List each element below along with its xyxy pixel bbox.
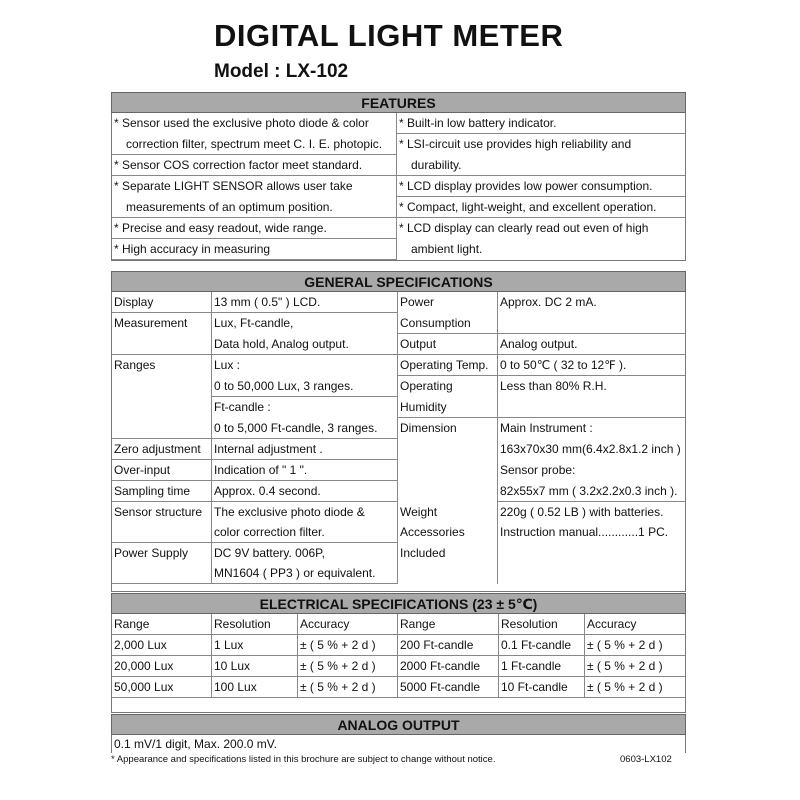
general-specs-table: [112, 292, 685, 584]
table-cell: ± ( 5 % + 2 d ): [298, 656, 398, 677]
feature-item-right: * Built-in low battery indicator.: [397, 113, 685, 134]
table-cell: 2,000 Lux: [112, 635, 212, 656]
spec-value: MN1604 ( PP3 ) or equivalent.: [212, 563, 398, 584]
spec-value: Indication of " 1 ".: [212, 460, 398, 481]
table-cell: 10 Ft-candle: [499, 677, 585, 698]
features-section: [111, 92, 686, 261]
table-cell: ± ( 5 % + 2 d ): [298, 677, 398, 698]
spec-label: Operating Temp.: [398, 355, 498, 376]
spec-value: 13 mm ( 0.5" ) LCD.: [212, 292, 398, 313]
table-cell: ± ( 5 % + 2 d ): [585, 656, 685, 677]
spec-value: 0 to 50,000 Lux, 3 ranges.: [212, 376, 398, 397]
spec-value: 0 to 50℃ ( 32 to 12℉ ).: [498, 355, 685, 376]
feature-item-left: * Precise and easy readout, wide range.: [112, 218, 397, 239]
spec-value: 0 to 5,000 Ft-candle, 3 ranges.: [212, 418, 398, 439]
spec-label: Accessories: [398, 522, 498, 543]
spec-label: Power: [398, 292, 498, 313]
features-heading: FEATURES: [111, 92, 686, 113]
feature-item-left: correction filter, spectrum meet C. I. E. photopic.: [112, 134, 397, 155]
model-number: Model : LX-102: [214, 61, 349, 82]
spec-label: [112, 376, 212, 397]
feature-item-left: * Separate LIGHT SENSOR allows user take: [112, 176, 397, 197]
feature-item-left: * Sensor COS correction factor meet standard.: [112, 155, 397, 176]
column-header: Accuracy: [298, 614, 398, 635]
spec-label: Weight: [398, 502, 498, 522]
spec-value: Instruction manual............1 PC.: [500, 525, 669, 539]
spec-label: Ranges: [112, 355, 212, 376]
feature-item-left: * High accuracy in measuring: [112, 239, 397, 260]
spec-label: [112, 418, 212, 439]
spec-value: [498, 543, 685, 563]
table-cell: ± ( 5 % + 2 d ): [298, 635, 398, 656]
electrical-section: [111, 593, 686, 713]
spec-label: [398, 481, 498, 502]
spec-label: Power Supply: [112, 543, 212, 563]
table-cell: 0.1 Ft-candle: [499, 635, 585, 656]
analog-heading: ANALOG OUTPUT: [111, 714, 686, 735]
spec-label: [398, 563, 498, 584]
table-cell: 2000 Ft-candle: [398, 656, 499, 677]
table-cell: 50,000 Lux: [112, 677, 212, 698]
spec-label: Display: [112, 292, 212, 313]
spec-value: Less than 80% R.H.: [500, 379, 607, 393]
spec-label: Zero adjustment: [112, 439, 212, 460]
spec-value: Approx. DC 2 mA.: [500, 295, 597, 309]
features-table: [111, 113, 686, 261]
general-section: [111, 271, 686, 592]
analog-output-text: 0.1 mV/1 digit, Max. 200.0 mV.: [114, 737, 277, 751]
disclaimer-note: * Appearance and specifications listed in this brochure are subject to change without notice.: [111, 754, 496, 765]
feature-item-left: measurements of an optimum position.: [112, 197, 397, 218]
feature-item-right: ambient light.: [411, 242, 483, 256]
spec-label: Consumption: [398, 313, 498, 334]
spec-value: 220g ( 0.52 LB ) with batteries.: [500, 505, 664, 519]
spec-value: [498, 563, 685, 584]
spec-value: [498, 313, 685, 334]
feature-item-right: * LCD display can clearly read out even of high: [399, 221, 649, 235]
spec-label: Operating: [398, 376, 498, 397]
electrical-specs-table: [112, 614, 685, 698]
spec-value: Sensor probe:: [500, 463, 576, 477]
spec-label: Included: [398, 543, 498, 563]
document-code: 0603-LX102: [620, 754, 672, 765]
spec-value: [498, 397, 685, 418]
electrical-heading: ELECTRICAL SPECIFICATIONS (23 ± 5℃): [111, 593, 686, 614]
spec-label: Dimension: [398, 418, 498, 439]
spec-label: Output: [398, 334, 498, 355]
spec-label: [398, 460, 498, 481]
column-header: Resolution: [499, 614, 585, 635]
spec-label: [112, 334, 212, 355]
column-header: Resolution: [212, 614, 298, 635]
table-cell: ± ( 5 % + 2 d ): [585, 677, 685, 698]
table-cell: 1 Ft-candle: [499, 656, 585, 677]
table-cell: ± ( 5 % + 2 d ): [585, 635, 685, 656]
column-header: Range: [112, 614, 212, 635]
table-cell: 100 Lux: [212, 677, 298, 698]
feature-item-right: durability.: [397, 155, 685, 176]
analog-section: [111, 714, 686, 753]
spec-value: Lux, Ft-candle,: [212, 313, 398, 334]
spec-value: Approx. 0.4 second.: [212, 481, 398, 502]
column-header: Accuracy: [585, 614, 685, 635]
spec-value: color correction filter.: [212, 522, 398, 543]
spec-label: Sensor structure: [112, 502, 212, 522]
spec-value: Data hold, Analog output.: [212, 334, 398, 355]
spec-value: Analog output.: [498, 334, 685, 355]
table-cell: 1 Lux: [212, 635, 298, 656]
spec-label: Over-input: [112, 460, 212, 481]
feature-item-left: * Sensor used the exclusive photo diode & color: [112, 113, 397, 134]
spec-label: Measurement: [112, 313, 212, 334]
spec-value: Internal adjustment .: [212, 439, 398, 460]
spec-label: [112, 563, 212, 584]
spec-value: 82x55x7 mm ( 3.2x2.2x0.3 inch ).: [498, 481, 685, 502]
feature-item-right: * Compact, light-weight, and excellent operation.: [397, 197, 685, 218]
table-cell: 200 Ft-candle: [398, 635, 499, 656]
table-cell: 20,000 Lux: [112, 656, 212, 677]
spec-value: Lux :: [212, 355, 398, 376]
column-header: Range: [398, 614, 499, 635]
general-heading: GENERAL SPECIFICATIONS: [111, 271, 686, 292]
spec-label: Humidity: [398, 397, 498, 418]
spec-value: Main Instrument :: [500, 421, 593, 435]
spec-value: DC 9V battery. 006P,: [212, 543, 398, 563]
spec-value: The exclusive photo diode &: [212, 502, 398, 522]
table-cell: 5000 Ft-candle: [398, 677, 499, 698]
feature-item-right: * LSI-circuit use provides high reliability and: [399, 137, 632, 151]
spec-label: [398, 439, 498, 460]
document-title: DIGITAL LIGHT METER: [214, 18, 564, 53]
spec-label: Sampling time: [112, 481, 212, 502]
spec-label: [112, 397, 212, 418]
spec-value: 163x70x30 mm(6.4x2.8x1.2 inch ): [500, 442, 681, 456]
table-cell: 10 Lux: [212, 656, 298, 677]
spec-value: Ft-candle :: [212, 397, 398, 418]
feature-item-right: * LCD display provides low power consumption.: [397, 176, 685, 197]
spec-label: [112, 522, 212, 543]
